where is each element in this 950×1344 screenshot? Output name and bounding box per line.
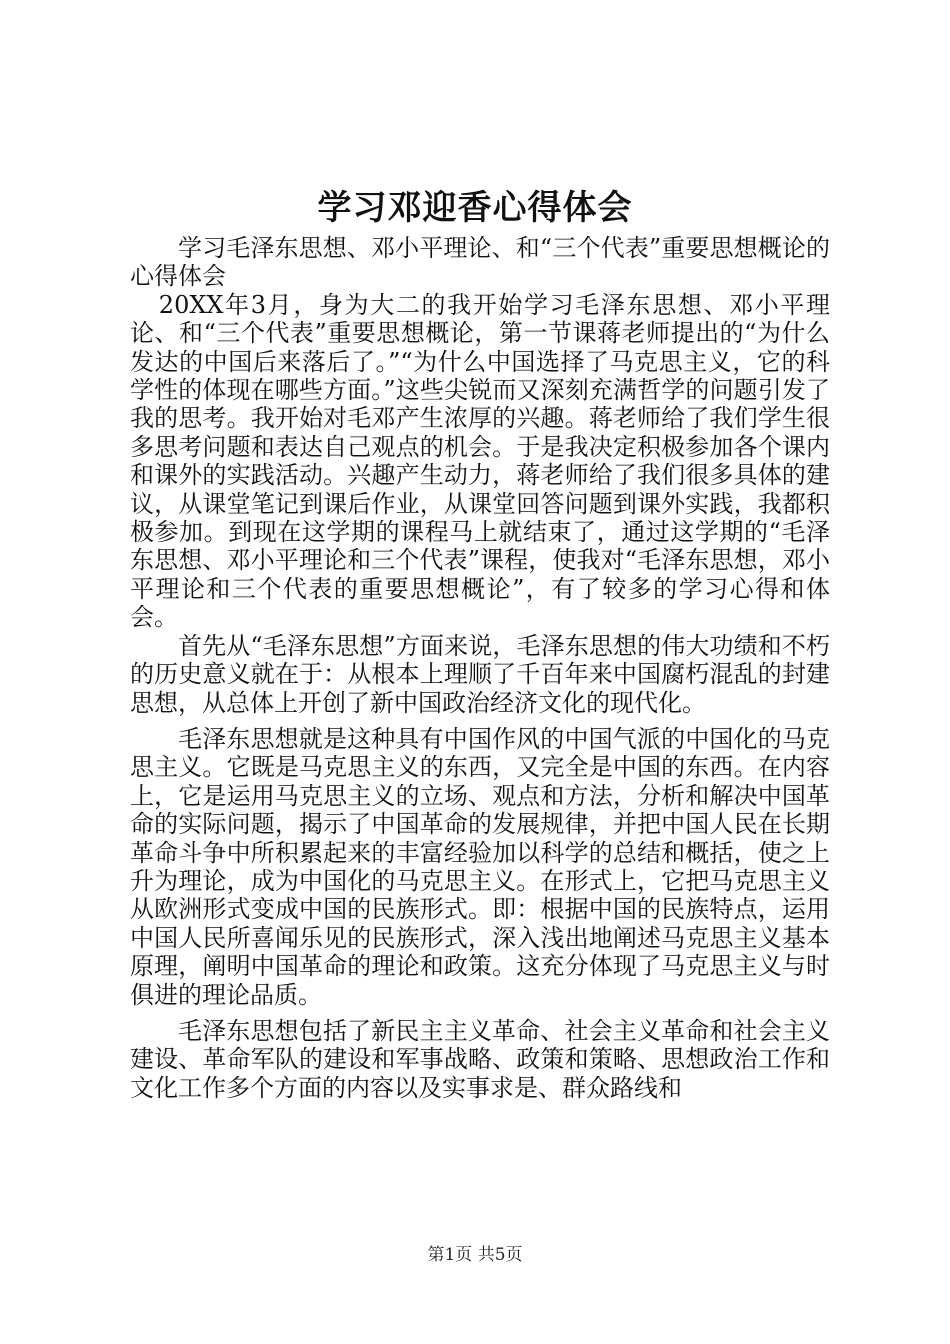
paragraph-first-point: 首先从“毛泽东思想”方面来说，毛泽东思想的伟大功绩和不朽的历史意义就在于：从根本上理顺了千百年来中国腐朽混乱的封建思想，从总体上开创了新中国政治经济文化的现代化。: [130, 631, 830, 717]
paragraph-subtitle: 学习毛泽东思想、邓小平理论、和“三个代表”重要思想概论的心得体会: [130, 234, 830, 291]
paragraph-intro: 20XX年3月，身为大二的我开始学习毛泽东思想、邓小平理论、和“三个代表”重要思想概论，第一节课蒋老师提出的“为什么发达的中国后来落后了。”“为什么中国选择了马克思主义，它的科学性的体现在哪些方面。”这些尖锐而又深刻充满哲学的问题引发了我的思考。我开始对毛邓产生浓厚的兴趣。蒋老师给了我们学生很多思考问题和表达自己观点的机会。于是我决定积极参加各个课内和课外的实践活动。兴趣产生动力，蒋老师给了我们很多具体的建议，从课堂笔记到课后作业，从课堂回答问题到课外实践，我都积极参加。到现在这学期的课程马上就结束了，通过这学期的“毛泽东思想、邓小平理论和三个代表”课程，使我对“毛泽东思想，邓小平理论和三个代表的重要思想概论”，有了较多的学习心得和体会。: [130, 290, 830, 632]
document-body: [130, 234, 830, 1102]
paragraph-contents: 毛泽东思想包括了新民主主义革命、社会主义革命和社会主义建设、革命军队的建设和军事战略、政策和策略、思想政治工作和文化工作多个方面的内容以及实事求是、群众路线和: [130, 1016, 830, 1102]
page-number-footer: 第1页 共5页: [427, 1245, 523, 1265]
document-title: 学习邓迎香心得体会: [317, 188, 633, 228]
paragraph-definition: 毛泽东思想就是这种具有中国作风的中国气派的中国化的马克思主义。它既是马克思主义的东西，又完全是中国的东西。在内容上，它是运用马克思主义的立场、观点和方法，分析和解决中国革命的实际问题，揭示了中国革命的发展规律，并把中国人民在长期革命斗争中所积累起来的丰富经验加以科学的总结和概括，使之上升为理论，成为中国化的马克思主义。在形式上，它把马克思主义从欧洲形式变成中国的民族形式。即：根据中国的民族特点，运用中国人民所喜闻乐见的民族形式，深入浅出地阐述马克思主义基本原理，阐明中国革命的理论和政策。这充分体现了马克思主义与时俱进的理论品质。: [130, 724, 830, 1009]
